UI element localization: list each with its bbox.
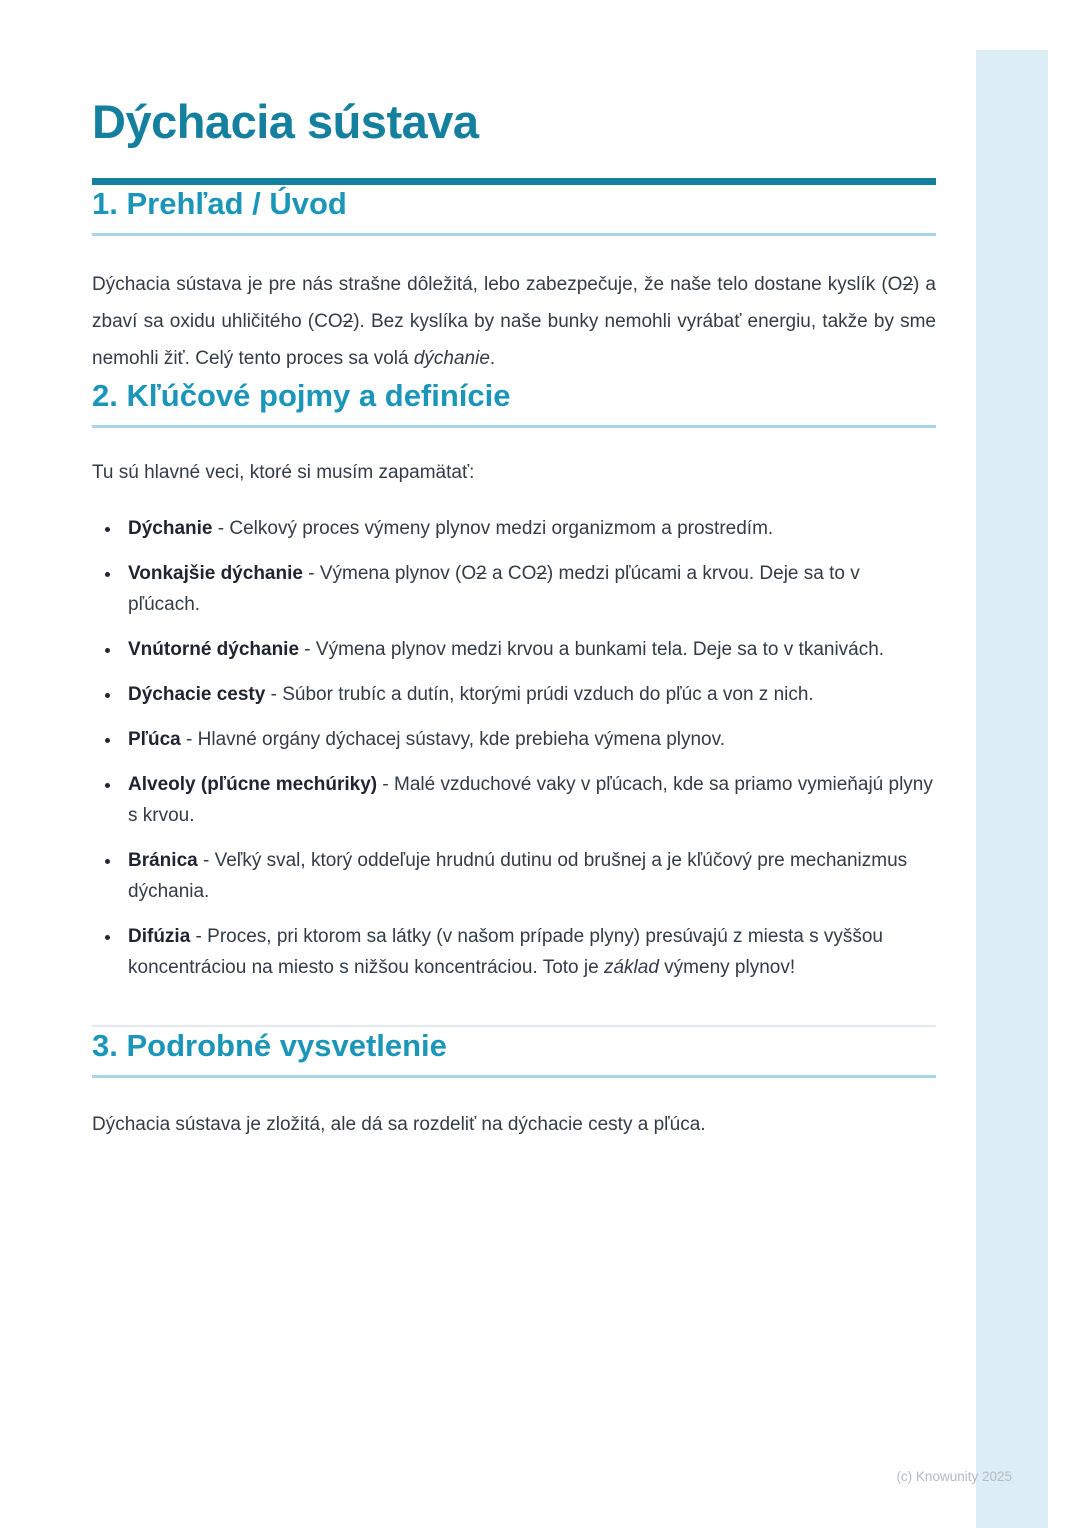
term-separator: - bbox=[299, 639, 316, 660]
list-item bbox=[122, 769, 936, 831]
term-separator: - bbox=[180, 729, 198, 750]
section-2-intro: Tu sú hlavné veci, ktoré si musím zapamätať: bbox=[92, 462, 475, 483]
section-3-heading: 3. Podrobné vysvetlenie bbox=[92, 1027, 936, 1078]
term-separator: - bbox=[265, 684, 283, 705]
section-3-paragraph: Dýchacia sústava je zložitá, ale dá sa rozdeliť na dýchacie cesty a pľúca. bbox=[92, 1114, 706, 1135]
term-separator: - bbox=[212, 518, 230, 539]
term-definition: Proces, pri ktorom sa látky (v našom prípade plyny) presúvajú z miesta s vyššou koncentráciou na miesto s nižšou koncentráciou. Toto je bbox=[128, 926, 883, 978]
list-item bbox=[122, 513, 936, 544]
term-separator: - bbox=[197, 850, 215, 871]
section-1-paragraph bbox=[92, 266, 936, 377]
term-definition: a CO bbox=[486, 563, 537, 584]
key-terms-list bbox=[92, 513, 936, 983]
term-definition: ) medzi pľúcami a krvou. Deje sa to v pľúcach. bbox=[128, 563, 860, 615]
emphasized-word: základ bbox=[603, 957, 659, 978]
term-separator: - bbox=[377, 774, 395, 795]
struck-subscript: 2 bbox=[536, 563, 547, 584]
term-label: Pľúca bbox=[128, 729, 181, 750]
struck-subscript: 2 bbox=[902, 274, 914, 295]
list-item bbox=[122, 724, 936, 755]
term-label: Difúzia bbox=[128, 926, 191, 947]
term-definition: Hlavné orgány dýchacej sústavy, kde prebieha výmena plynov. bbox=[197, 729, 725, 750]
term-label: Bránica bbox=[128, 850, 198, 871]
paragraph-text: ) a zbaví sa oxidu uhličitého (CO bbox=[92, 274, 936, 332]
term-definition: Súbor trubíc a dutín, ktorými prúdi vzduch do pľúc a von z nich. bbox=[282, 684, 814, 705]
term-label: Vonkajšie dýchanie bbox=[128, 563, 303, 584]
paragraph-text: . bbox=[489, 348, 496, 369]
paragraph-text: ). Bez kyslíka by naše bunky nemohli vyrábať energiu, takže by sme nemohli žiť. Celý tento proces sa volá bbox=[92, 311, 936, 369]
term-definition: výmeny plynov! bbox=[658, 957, 796, 978]
term-definition: Malé vzduchové vaky v pľúcach, kde sa priamo vymieňajú plyny s krvou. bbox=[128, 774, 933, 826]
section-1-heading: 1. Prehľad / Úvod bbox=[92, 185, 936, 236]
struck-subscript: 2 bbox=[476, 563, 487, 584]
term-definition: Veľký sval, ktorý oddeľuje hrudnú dutinu od brušnej a je kľúčový pre mechanizmus dýchania. bbox=[128, 850, 908, 902]
term-definition: Výmena plynov medzi krvou a bunkami tela. Deje sa to v tkanivách. bbox=[315, 639, 885, 660]
list-item bbox=[122, 845, 936, 907]
title-divider-rule bbox=[92, 178, 936, 185]
page-title: Dýchacia sústava bbox=[92, 95, 479, 148]
term-label: Vnútorné dýchanie bbox=[128, 639, 300, 660]
term-label: Dýchacie cesty bbox=[128, 684, 266, 705]
term-separator: - bbox=[190, 926, 208, 947]
list-item bbox=[122, 558, 936, 620]
list-item bbox=[122, 921, 936, 983]
emphasized-word: dýchanie bbox=[413, 348, 490, 369]
list-item bbox=[122, 634, 936, 665]
term-definition: Celkový proces výmeny plynov medzi organizmom a prostredím. bbox=[229, 518, 774, 539]
paragraph-text: Dýchacia sústava je pre nás strašne dôležitá, lebo zabezpečuje, že naše telo dostane kyslík (O bbox=[92, 274, 903, 295]
struck-subscript: 2 bbox=[342, 311, 354, 332]
term-label: Alveoly (pľúcne mechúriky) bbox=[128, 774, 378, 795]
term-separator: - bbox=[302, 563, 320, 584]
list-item bbox=[122, 679, 936, 710]
term-label: Dýchanie bbox=[128, 518, 213, 539]
copyright-watermark: (c) Knowunity 2025 bbox=[896, 1469, 1012, 1484]
section-2-heading: 2. Kľúčové pojmy a definície bbox=[92, 377, 936, 428]
term-definition: Výmena plynov (O bbox=[319, 563, 477, 584]
